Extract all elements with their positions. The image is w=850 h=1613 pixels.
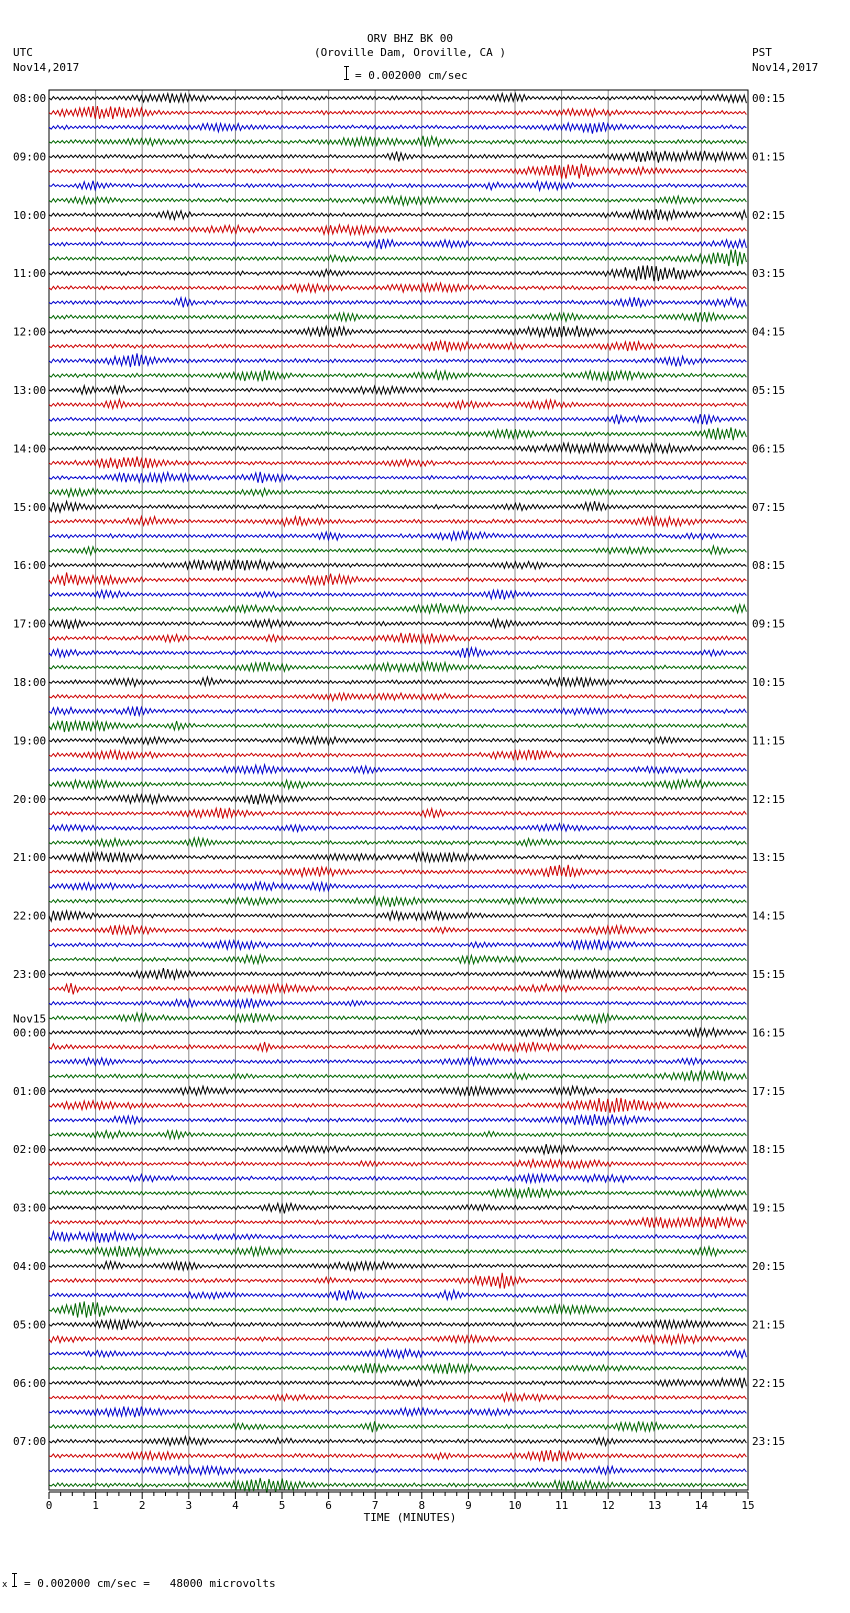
trace-84 (49, 1301, 746, 1317)
trace-89 (49, 1378, 746, 1389)
pst-zone-label: PST (752, 46, 772, 59)
x-tick-label-12: 12 (601, 1499, 615, 1512)
trace-35 (49, 590, 746, 600)
footer-scale-bar-icon (14, 1573, 15, 1587)
pst-hour-labels (752, 92, 785, 1448)
pst-hour-label: 10:15 (752, 676, 786, 689)
trace-55 (49, 882, 746, 891)
utc-hour-label: 02:00 (13, 1143, 47, 1157)
x-tick-label-11: 11 (554, 1499, 569, 1512)
trace-93 (49, 1437, 746, 1446)
trace-11 (49, 239, 746, 249)
pst-hour-label: 22:15 (752, 1376, 786, 1390)
trace-66 (49, 1042, 746, 1052)
trace-90 (49, 1393, 746, 1402)
pst-hour-label: 04:15 (752, 325, 786, 339)
trace-26 (49, 457, 746, 469)
trace-46 (49, 750, 746, 760)
trace-73 (49, 1144, 746, 1154)
pst-hour-label: 01:15 (752, 150, 786, 164)
utc-hour-label: 06:00 (13, 1376, 47, 1390)
trace-44 (49, 721, 746, 732)
utc-hour-label: 23:00 (13, 968, 47, 981)
trace-39 (49, 648, 746, 658)
trace-68 (49, 1070, 746, 1081)
pst-hour-label: 16:15 (752, 1026, 786, 1040)
trace-24 (49, 427, 746, 440)
trace-9 (49, 209, 746, 220)
utc-hour-label: 01:00 (13, 1084, 47, 1098)
trace-19 (49, 353, 746, 367)
trace-58 (49, 925, 746, 935)
trace-4 (49, 136, 746, 147)
pst-hour-label: 17:15 (752, 1084, 786, 1098)
x-tick-label-5: 5 (278, 1499, 286, 1512)
pst-hour-label: 12:15 (752, 792, 786, 806)
trace-15 (49, 297, 746, 307)
trace-25 (49, 443, 746, 453)
station-subtitle: (Oroville Dam, Oroville, CA ) (313, 46, 507, 59)
utc-hour-label: 10:00 (13, 208, 47, 222)
pst-hour-label: 23:15 (752, 1435, 786, 1449)
trace-42 (49, 693, 746, 701)
x-tick-label-15: 15 (741, 1499, 755, 1512)
trace-34 (49, 573, 746, 586)
trace-38 (49, 633, 746, 643)
x-tick-label-7: 7 (371, 1499, 379, 1512)
trace-80 (49, 1246, 746, 1257)
utc-date-change-label: Nov15 (13, 1012, 47, 1026)
x-tick-label-14: 14 (694, 1499, 709, 1512)
trace-87 (49, 1349, 746, 1358)
trace-20 (49, 370, 746, 381)
x-axis-label: TIME (MINUTES) (363, 1511, 457, 1524)
pst-hour-label: 02:15 (752, 208, 786, 222)
pst-hour-label: 09:15 (752, 617, 786, 631)
pst-hour-label: 11:15 (752, 734, 786, 748)
trace-77 (49, 1203, 746, 1213)
trace-41 (49, 677, 746, 688)
x-tick-label-10: 10 (508, 1499, 522, 1512)
x-tick-label-13: 13 (648, 1499, 662, 1512)
trace-32 (49, 546, 746, 555)
pst-hour-label: 18:15 (752, 1143, 786, 1157)
trace-74 (49, 1160, 746, 1169)
trace-88 (49, 1363, 746, 1374)
trace-12 (49, 250, 746, 267)
trace-83 (49, 1290, 746, 1300)
pst-hour-label: 19:15 (752, 1201, 786, 1215)
trace-72 (49, 1131, 746, 1139)
trace-91 (49, 1407, 746, 1418)
trace-56 (49, 897, 746, 907)
x-tick-label-9: 9 (465, 1499, 472, 1512)
footer-scale-text: = 0.002000 cm/sec = 48000 microvolts (24, 1577, 276, 1590)
trace-96 (49, 1478, 746, 1493)
trace-67 (49, 1058, 746, 1066)
x-tick-label-0: 0 (45, 1499, 53, 1512)
utc-date-label: Nov14,2017 (13, 61, 80, 74)
pst-hour-label: 07:15 (752, 500, 786, 514)
trace-8 (49, 196, 746, 205)
trace-33 (49, 560, 746, 571)
trace-76 (49, 1187, 746, 1198)
trace-60 (49, 955, 746, 964)
trace-31 (49, 531, 746, 540)
trace-49 (49, 794, 746, 805)
trace-85 (49, 1320, 746, 1330)
trace-43 (49, 707, 746, 717)
trace-2 (49, 106, 746, 119)
trace-75 (49, 1174, 746, 1182)
trace-36 (49, 603, 746, 613)
trace-52 (49, 838, 746, 847)
trace-47 (49, 765, 746, 774)
header-scale-text: = 0.002000 cm/sec (355, 69, 468, 82)
trace-group (49, 93, 746, 1492)
utc-hour-label: 13:00 (13, 384, 47, 397)
x-tick-label-2: 2 (138, 1499, 146, 1512)
utc-hour-label: 18:00 (13, 676, 47, 689)
pst-hour-label: 03:15 (752, 267, 786, 281)
utc-hour-label: 14:00 (13, 442, 47, 456)
trace-86 (49, 1335, 746, 1345)
trace-10 (49, 225, 746, 235)
trace-1 (49, 93, 746, 103)
utc-hour-label: 11:00 (13, 267, 47, 281)
utc-hour-label: 09:00 (13, 150, 47, 164)
trace-40 (49, 662, 746, 672)
x-tick-label-4: 4 (232, 1499, 239, 1512)
trace-78 (49, 1217, 746, 1229)
x-tick-label-1: 1 (92, 1499, 99, 1512)
trace-30 (49, 516, 746, 526)
trace-7 (49, 181, 746, 191)
utc-hour-label: 03:00 (13, 1201, 47, 1215)
trace-37 (49, 619, 746, 629)
pst-hour-label: 13:15 (752, 851, 786, 865)
trace-57 (49, 911, 746, 921)
x-tick-label-3: 3 (185, 1499, 193, 1512)
utc-hour-label: 00:00 (13, 1026, 47, 1040)
x-tick-label-6: 6 (325, 1499, 332, 1512)
trace-82 (49, 1273, 746, 1289)
trace-63 (49, 999, 746, 1008)
utc-hour-label: 08:00 (13, 92, 47, 105)
trace-18 (49, 341, 746, 352)
utc-hour-label: 17:00 (13, 617, 47, 631)
trace-28 (49, 488, 746, 496)
station-title: ORV BHZ BK 00 (366, 32, 454, 45)
trace-79 (49, 1232, 746, 1243)
utc-hour-label: 19:00 (13, 734, 47, 748)
trace-94 (49, 1450, 746, 1462)
trace-13 (49, 266, 746, 282)
utc-zone-label: UTC (13, 46, 33, 59)
trace-50 (49, 808, 746, 819)
trace-65 (49, 1028, 746, 1037)
utc-hour-label: 07:00 (13, 1435, 47, 1449)
trace-29 (49, 501, 746, 512)
pst-hour-label: 21:15 (752, 1318, 786, 1332)
utc-hour-label: 04:00 (13, 1260, 47, 1273)
trace-70 (49, 1098, 746, 1113)
pst-hour-label: 08:15 (752, 559, 786, 573)
trace-53 (49, 852, 746, 862)
trace-17 (49, 326, 746, 338)
footer-prefix: x (2, 1580, 8, 1590)
trace-51 (49, 824, 746, 832)
trace-61 (49, 968, 746, 979)
utc-hour-label: 15:00 (13, 500, 47, 514)
pst-date-label: Nov14,2017 (752, 61, 819, 74)
trace-23 (49, 414, 746, 424)
time-axis (46, 1492, 755, 1512)
trace-16 (49, 312, 746, 322)
trace-71 (49, 1114, 746, 1125)
utc-hour-label: 22:00 (13, 909, 47, 923)
trace-3 (49, 122, 746, 133)
trace-62 (49, 983, 746, 994)
trace-45 (49, 737, 746, 745)
pst-hour-label: 06:15 (752, 442, 786, 456)
trace-92 (49, 1421, 746, 1432)
utc-hour-label: 20:00 (13, 792, 47, 806)
trace-69 (49, 1086, 746, 1096)
trace-5 (49, 151, 746, 163)
trace-59 (49, 940, 746, 951)
trace-54 (49, 865, 746, 877)
trace-48 (49, 780, 746, 789)
utc-hour-label: 05:00 (13, 1318, 47, 1332)
trace-81 (49, 1261, 746, 1270)
pst-hour-label: 20:15 (752, 1260, 786, 1273)
trace-21 (49, 386, 746, 395)
trace-22 (49, 399, 746, 409)
pst-hour-label: 14:15 (752, 909, 786, 923)
utc-hour-labels (13, 92, 46, 1448)
trace-27 (49, 472, 746, 483)
trace-64 (49, 1013, 746, 1023)
trace-6 (49, 164, 746, 179)
trace-95 (49, 1466, 746, 1475)
utc-hour-label: 16:00 (13, 559, 47, 573)
utc-hour-label: 21:00 (13, 851, 47, 865)
pst-hour-label: 15:15 (752, 968, 786, 981)
trace-14 (49, 283, 746, 292)
x-tick-label-8: 8 (418, 1499, 426, 1512)
pst-hour-label: 00:15 (752, 92, 786, 105)
utc-hour-label: 12:00 (13, 325, 47, 339)
pst-hour-label: 05:15 (752, 384, 786, 397)
